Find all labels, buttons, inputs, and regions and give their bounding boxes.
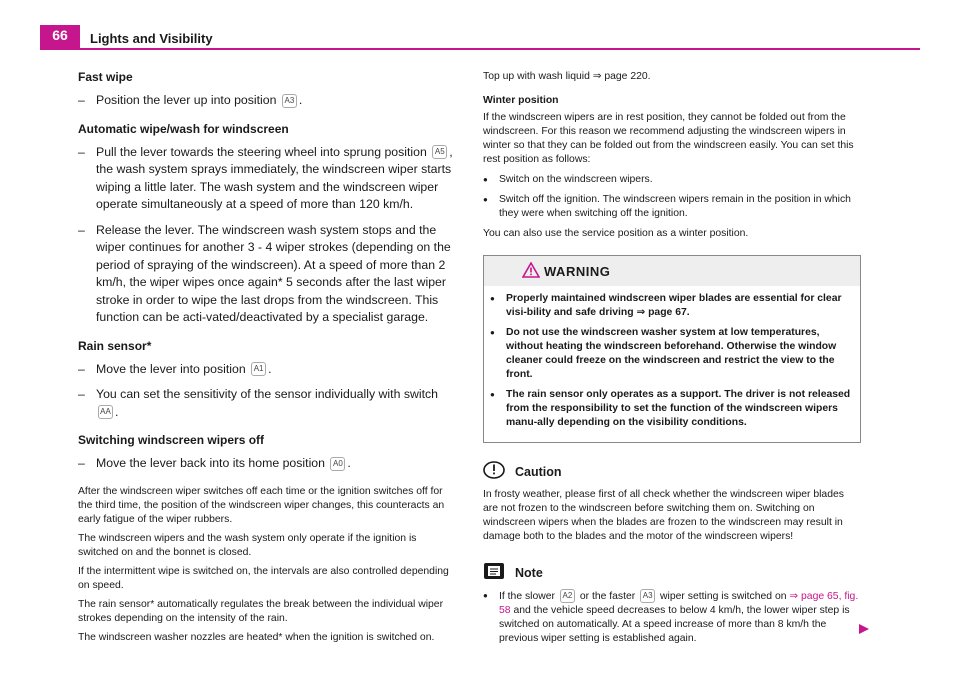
- warning-header: [484, 256, 860, 286]
- note-paragraph: The rain sensor* automatically regulates the break between the individual wiper strokes depending on the intensity of the rain.: [78, 598, 444, 624]
- step-text-end: .: [347, 456, 351, 470]
- top-up-text: Top up with wash liquid ⇒ page 220.: [483, 71, 651, 82]
- warning-bullet: ● The rain sensor only operates as a support. The driver is not released from the responsibility to set the function of the windscreen wipers manu-ally depending on the visibility conditions.: [490, 388, 852, 430]
- position-marker: A3: [640, 589, 655, 603]
- fast-wipe-step: [78, 92, 456, 110]
- auto-wash-step-2: – Release the lever. The windscreen wash system stops and the wiper continues for another 3 - 4 wiper strokes (depending on the period of spraying of the windscreen). At a speed of more than 2 km/h, the wiper wipes once again* 5 seconds after the last wiper stroke in order to wipe the last drops from the windscreen. This function can be acti-vated/deactivated by a specialist garage.: [78, 222, 456, 327]
- note-text: If the slower: [499, 590, 556, 602]
- note-heading: [483, 562, 861, 583]
- warning-title: WARNING: [544, 264, 611, 279]
- auto-wash-heading: Automatic wipe/wash for windscreen: [78, 121, 289, 136]
- step-text-end: .: [115, 404, 119, 419]
- rain-sensor-heading: Rain sensor*: [78, 338, 152, 353]
- auto-wash-step-1: [78, 144, 456, 214]
- note-paragraph: The windscreen wipers and the wash system only operate if the ignition is switched on and the bonnet is closed.: [78, 532, 417, 558]
- caution-text: In frosty weather, please first of all check whether the windscreen wiper blades are not frozen to the windscreen before switching them on. Switching on windscreen wipers when the blades are frozen to the windscreen may result in damage both to the blades and the motor of the windscreen wipers!: [483, 489, 844, 542]
- warning-bullet: ● Do not use the windscreen washer system at low temperatures, without heating the windscreen beforehand. Otherwise the window cleaner could freeze on the windscreen and restrict the view to the front.: [490, 326, 852, 382]
- switch-off-step: [78, 455, 456, 473]
- caution-icon: [483, 461, 505, 482]
- position-marker: A5: [432, 145, 447, 159]
- step-text: You can set the sensitivity of the sensor individually with switch: [96, 387, 438, 401]
- warning-triangle-icon: [522, 262, 540, 283]
- position-marker: A0: [330, 457, 345, 471]
- fast-wipe-heading: Fast wipe: [78, 70, 133, 84]
- rain-sensor-step-2: [78, 386, 456, 421]
- rain-sensor-step-1: [78, 361, 456, 379]
- warning-box: [483, 255, 861, 443]
- next-page-arrow-icon[interactable]: [858, 622, 870, 640]
- step-text-end: .: [268, 361, 272, 376]
- right-column: [483, 70, 861, 652]
- step-text: Move the lever into position: [96, 361, 246, 376]
- position-marker: A3: [282, 94, 297, 108]
- note-title: Note: [515, 565, 543, 580]
- warning-body: [484, 286, 860, 442]
- note-text: and the vehicle speed decreases to below 4 km/h, the lower wiper step is switched on automatically. At a speed increase of more than 8 km/h the previous wiper setting is established again.: [499, 604, 850, 644]
- position-marker: A1: [251, 362, 266, 376]
- note-paragraph: The windscreen washer nozzles are heated* when the ignition is switched on.: [78, 631, 435, 643]
- step-text-end: .: [298, 93, 303, 107]
- note-paragraph: If the intermittent wipe is switched on, the intervals are also controlled depending on speed.: [78, 565, 449, 591]
- winter-bullet: ● Switch on the windscreen wipers.: [483, 173, 861, 187]
- step-text: Pull the lever towards the steering wheel into sprung position: [96, 144, 427, 159]
- left-column: [78, 70, 456, 650]
- switch-off-heading: Switching windscreen wipers off: [78, 433, 265, 447]
- winter-text: If the windscreen wipers are in rest position, they cannot be folded out from the windscreen. For this reason we recommend adjusting the windscreen wipers in winter so that they can be folded out from the windscreen easily. You can set this rest position as follows:: [483, 112, 854, 165]
- caution-heading: [483, 461, 861, 482]
- step-text-end: , the wash system sprays immediately, the windscreen wiper starts wiping a little later. The wash system and the windscreen wiper operate simultaneously at a speed of more than 120 km/h.: [96, 144, 453, 211]
- note-icon: [483, 562, 505, 583]
- position-marker: A2: [560, 589, 575, 603]
- step-text: Move the lever back into its home position: [96, 456, 325, 470]
- note-text: or the faster: [579, 590, 636, 602]
- page-title: Lights and Visibility: [90, 31, 213, 46]
- note-paragraph: After the windscreen wiper switches off each time or the ignition switches off for the third time, the position of the windscreen wiper changes, this counteracts an early fatigue of the wiper rubbers.: [78, 485, 445, 525]
- caution-title: Caution: [515, 464, 562, 479]
- winter-bullet: ● Switch off the ignition. The windscreen wipers remain in the position in which they were when switching off the ignition.: [483, 193, 861, 221]
- step-text: Position the lever up into position: [96, 93, 277, 107]
- switch-marker: AA: [98, 405, 113, 419]
- notes-block: [78, 485, 456, 645]
- page-number: 66: [52, 27, 68, 43]
- warning-bullet: ● Properly maintained windscreen wiper blades are essential for clear visi-bility and safe driving ⇒ page 67.: [490, 292, 852, 320]
- page-reference-link[interactable]: ⇒ page 65, fig. 58: [499, 590, 859, 616]
- note-bullet: [483, 589, 861, 646]
- header-rule: [40, 48, 920, 50]
- note-text: wiper setting is switched on: [660, 590, 787, 602]
- winter-heading: Winter position: [483, 95, 559, 106]
- service-position-text: You can also use the service position as a winter position.: [483, 228, 749, 239]
